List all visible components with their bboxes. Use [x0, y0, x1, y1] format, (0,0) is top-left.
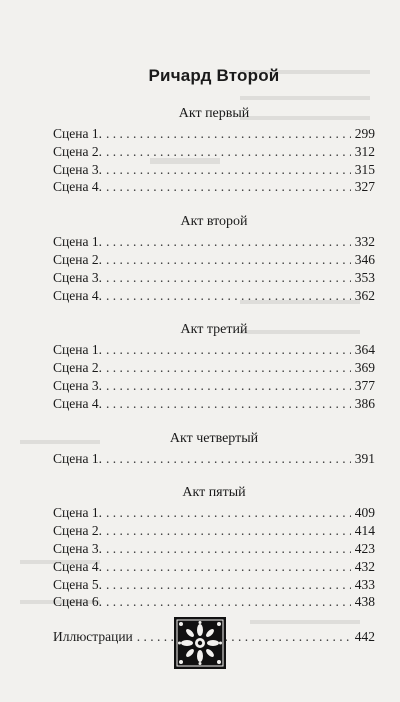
dot-leader — [106, 342, 351, 358]
dot-leader — [106, 360, 351, 376]
entry-label: Сцена 4. — [53, 287, 102, 303]
toc-entry-scene[interactable] — [53, 541, 375, 559]
dot-leader — [106, 451, 351, 467]
dot-leader — [106, 396, 351, 412]
entry-label: Сцена 2. — [53, 523, 102, 539]
toc-entry-scene[interactable] — [53, 360, 375, 378]
page-number: 369 — [354, 360, 375, 376]
dot-leader — [106, 144, 351, 160]
page-number: 391 — [354, 450, 375, 466]
page-number: 299 — [354, 126, 375, 141]
entry-label: Сцена 1. — [53, 126, 102, 141]
page-number: 346 — [354, 251, 375, 267]
play-title: Ричард Второй — [148, 66, 280, 85]
toc-entry-scene[interactable] — [53, 288, 375, 306]
dot-leader — [106, 523, 351, 539]
page-number: 386 — [354, 395, 375, 411]
act-section — [53, 431, 375, 469]
dot-leader — [106, 288, 351, 304]
act-section — [53, 214, 375, 305]
toc-entry-scene[interactable] — [53, 505, 375, 523]
toc-entry-scene[interactable] — [53, 270, 375, 288]
entry-label: Сцена 2. — [53, 360, 102, 376]
toc-entry-scene[interactable] — [53, 594, 375, 612]
dot-leader — [106, 577, 351, 593]
floral-ornament-icon — [172, 615, 228, 671]
page-number: 315 — [354, 161, 375, 177]
page-number: 433 — [354, 576, 375, 592]
table-of-contents — [53, 66, 375, 647]
toc-entry-scene[interactable] — [53, 252, 375, 270]
entry-label: Сцена 1. — [53, 234, 102, 250]
page-number: 438 — [354, 594, 375, 610]
toc-entry-scene[interactable] — [53, 179, 375, 197]
entry-label: Сцена 1. — [53, 342, 102, 358]
page-number: 353 — [354, 269, 375, 285]
entry-label: Сцена 3. — [53, 269, 102, 285]
page-number: 432 — [354, 558, 375, 574]
dot-leader — [106, 541, 351, 557]
entry-label: Сцена 3. — [53, 540, 102, 556]
toc-entry-scene[interactable] — [53, 144, 375, 162]
act-section — [53, 106, 375, 197]
page-number: 414 — [354, 523, 375, 539]
page-number: 442 — [354, 629, 375, 645]
act-title: Акт пятый — [182, 485, 246, 501]
dot-leader — [106, 234, 351, 250]
entry-label: Иллюстрации — [53, 629, 133, 645]
toc-entry-scene[interactable] — [53, 577, 375, 595]
page-number: 312 — [354, 143, 375, 159]
act-title: Акт третий — [180, 322, 248, 338]
dot-leader — [137, 629, 351, 645]
act-title: Акт четвертый — [169, 430, 259, 446]
entry-label: Сцена 6. — [53, 594, 102, 610]
toc-entry-scene[interactable] — [53, 396, 375, 414]
act-section — [53, 322, 375, 413]
dot-leader — [106, 559, 351, 575]
entry-label: Сцена 4. — [53, 395, 102, 411]
toc-entry-scene[interactable] — [53, 126, 375, 144]
page-number: 332 — [354, 234, 375, 250]
dot-leader — [106, 505, 351, 521]
dot-leader — [106, 378, 351, 394]
entry-label: Сцена 2. — [53, 143, 102, 159]
acts-list — [53, 106, 375, 612]
dot-leader — [106, 179, 351, 195]
act-title: Акт первый — [178, 106, 250, 121]
toc-entry-scene[interactable] — [53, 162, 375, 180]
entry-label: Сцена 4. — [53, 558, 102, 574]
act-section — [53, 485, 375, 612]
toc-entry-scene[interactable] — [53, 378, 375, 396]
page-number: 327 — [354, 179, 375, 195]
toc-entry-scene[interactable] — [53, 234, 375, 252]
entry-label: Сцена 2. — [53, 251, 102, 267]
dot-leader — [106, 252, 351, 268]
entry-label: Сцена 3. — [53, 377, 102, 393]
entry-label: Сцена 3. — [53, 161, 102, 177]
page-number: 377 — [354, 377, 375, 393]
dot-leader — [106, 126, 351, 142]
dot-leader — [106, 162, 351, 178]
toc-entry-scene[interactable] — [53, 523, 375, 541]
entry-label: Сцена 4. — [53, 179, 102, 195]
page-number: 362 — [354, 287, 375, 303]
page-number: 423 — [354, 540, 375, 556]
toc-entry-scene[interactable] — [53, 342, 375, 360]
act-title: Акт второй — [180, 214, 248, 230]
dot-leader — [106, 270, 351, 286]
toc-entry-scene[interactable] — [53, 559, 375, 577]
entry-label: Сцена 1. — [53, 450, 102, 466]
page-number: 364 — [354, 342, 375, 358]
entry-label: Сцена 5. — [53, 576, 102, 592]
page-number: 409 — [354, 505, 375, 521]
entry-label: Сцена 1. — [53, 505, 102, 521]
dot-leader — [106, 594, 351, 610]
toc-entry-scene[interactable] — [53, 451, 375, 469]
